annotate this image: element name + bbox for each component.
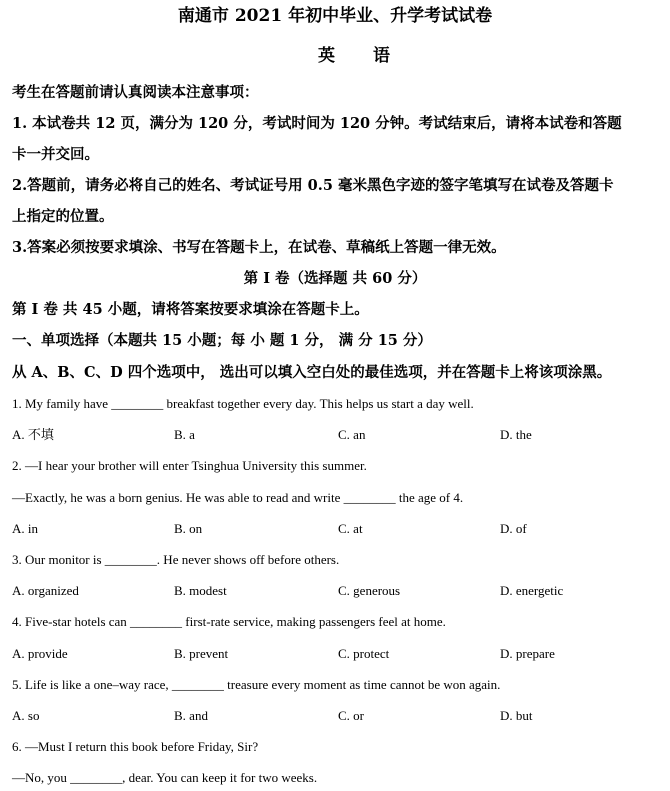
question-2-stem-reply: —Exactly, he was a born genius. He was able to read and write ________ the age of 4. bbox=[12, 490, 464, 505]
notice-item-1a: 1. 本试卷共 12 页，满分为 120 分，考试时间为 120 分钟。考试结束后，请将本试卷和答题 bbox=[12, 115, 622, 132]
subject-title: 英语 bbox=[318, 46, 428, 66]
q2-option-d: D. of bbox=[500, 521, 527, 536]
q2-option-a: A. in bbox=[12, 521, 38, 536]
exam-title: 南通市 2021 年初中毕业、升学考试试卷 bbox=[177, 6, 493, 26]
notice-item-2a: 2.答题前，请务必将自己的姓名、考试证号用 0.5 毫米黑色字迹的签字笔填写在试卷及答题卡 bbox=[12, 177, 614, 194]
q3-option-d: D. energetic bbox=[500, 583, 564, 598]
q1-option-d: D. the bbox=[500, 427, 532, 442]
q3-option-a: A. organized bbox=[12, 583, 79, 598]
question-6-stem-reply: —No, you ________, dear. You can keep it for two weeks. bbox=[12, 770, 318, 785]
q3-option-b: B. modest bbox=[174, 583, 227, 598]
q4-option-b: B. prevent bbox=[174, 646, 229, 661]
q1-option-b: B. a bbox=[174, 427, 195, 442]
q5-option-b: B. and bbox=[174, 708, 208, 723]
section-instruction: 从 A、B、C、D 四个选项中， 选出可以填入空白处的最佳选项，并在答题卡上将该项涂黑。 bbox=[12, 364, 612, 381]
part-title: 第 I 卷（选择题 共 60 分） bbox=[243, 270, 427, 287]
part-note: 第 I 卷 共 45 小题，请将答案按要求填涂在答题卡上。 bbox=[12, 301, 369, 318]
q4-option-c: C. protect bbox=[338, 646, 390, 661]
question-6-stem: 6. —Must I return this book before Friday, Sir? bbox=[12, 739, 259, 754]
question-4-stem: 4. Five-star hotels can ________ first-rate service, making passengers feel at home. bbox=[12, 614, 446, 629]
q5-option-a: A. so bbox=[12, 708, 40, 723]
question-5-stem: 5. Life is like a one–way race, ________ treasure every moment as time cannot be won again. bbox=[12, 677, 501, 692]
q1-option-c: C. an bbox=[338, 427, 366, 442]
q3-option-c: C. generous bbox=[338, 583, 401, 598]
q2-option-b: B. on bbox=[174, 521, 203, 536]
notice-heading: 考生在答题前请认真阅读本注意事项： bbox=[12, 84, 259, 101]
q4-option-d: D. prepare bbox=[500, 646, 555, 661]
q1-option-a: A. 不填 bbox=[12, 427, 54, 442]
question-1-stem: 1. My family have ________ breakfast together every day. This helps us start a day well. bbox=[12, 396, 474, 411]
q5-option-d: D. but bbox=[500, 708, 533, 723]
notice-item-2b: 上指定的位置。 bbox=[12, 208, 114, 225]
question-2-stem: 2. —I hear your brother will enter Tsinghua University this summer. bbox=[12, 458, 367, 473]
section-title: 一、单项选择（本题共 15 小题；每 小 题 1 分， 满 分 15 分） bbox=[12, 332, 432, 349]
notice-item-1b: 卡一并交回。 bbox=[12, 146, 99, 163]
q4-option-a: A. provide bbox=[12, 646, 68, 661]
question-3-stem: 3. Our monitor is ________. He never shows off before others. bbox=[12, 552, 340, 567]
q5-option-c: C. or bbox=[338, 708, 364, 723]
q2-option-c: C. at bbox=[338, 521, 363, 536]
notice-item-3: 3.答案必须按要求填涂、书写在答题卡上，在试卷、草稿纸上答题一律无效。 bbox=[12, 239, 506, 256]
